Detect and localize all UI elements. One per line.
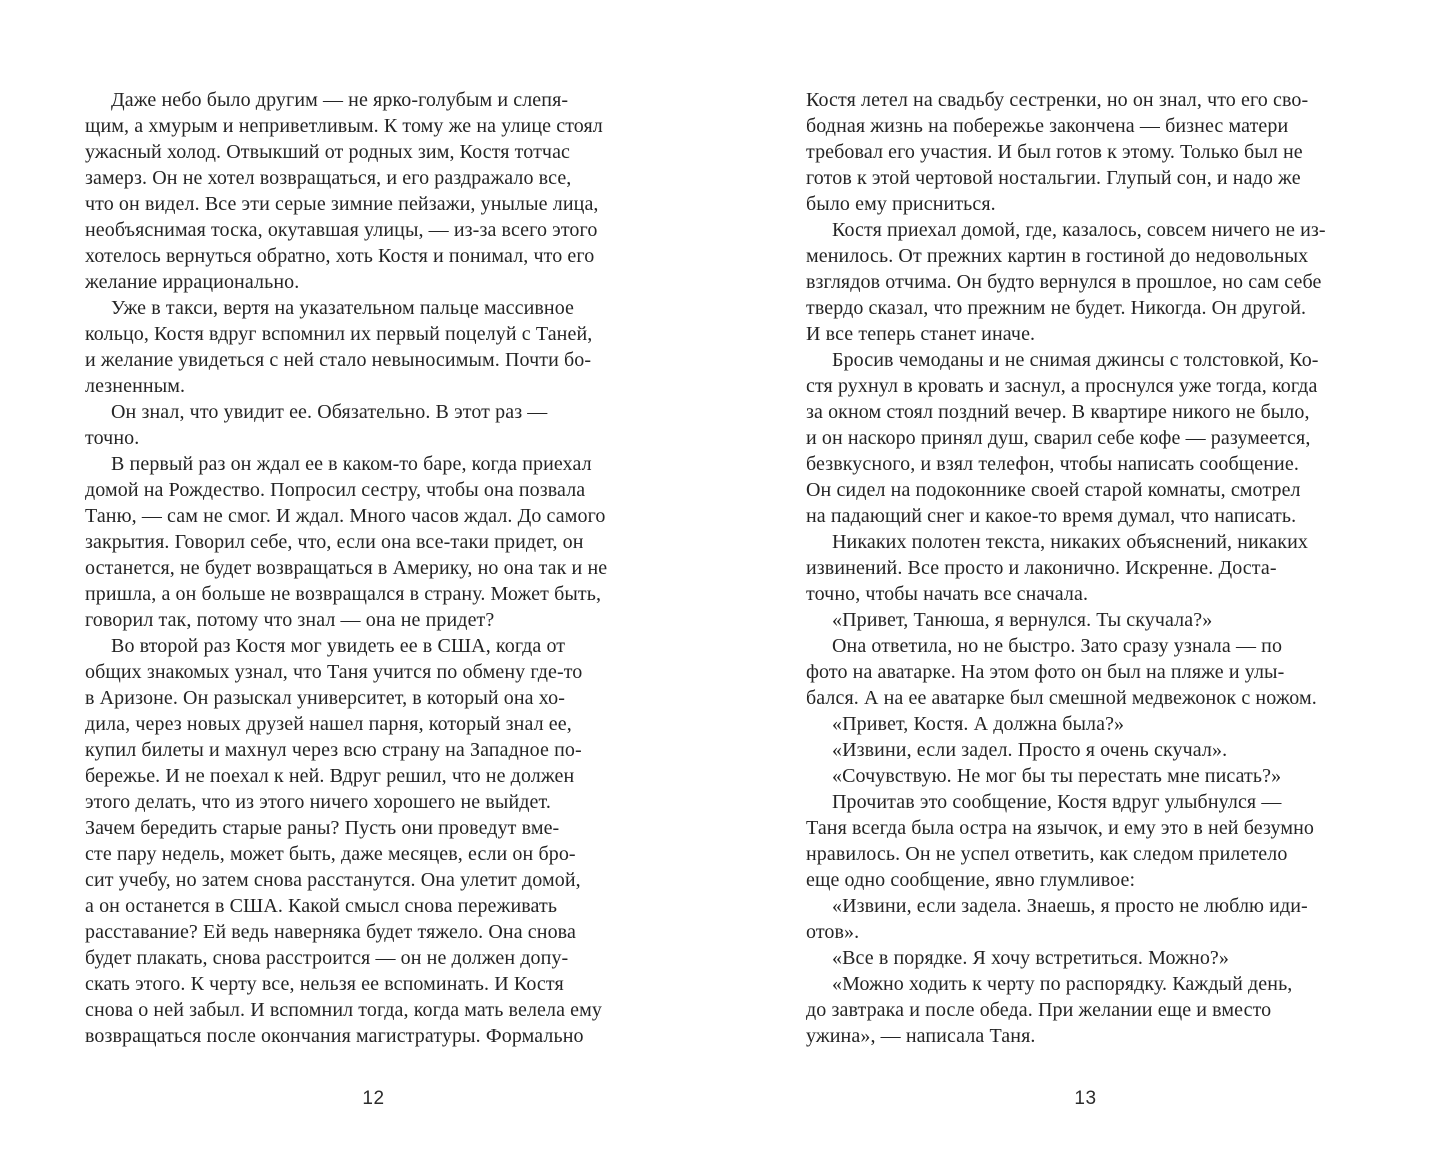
text-line: скать этого. К черту все, нельзя ее вспоминать. И Костя	[85, 973, 564, 995]
text-line: Она ответила, но не быстро. Зато сразу узнала — по	[832, 635, 1283, 657]
paragraph	[806, 711, 1365, 737]
text-line: Никаких полотен текста, никаких объяснений, никаких	[832, 531, 1309, 553]
text-line: общих знакомых узнал, что Таня учится по обмену где-то	[85, 661, 583, 683]
text-line: что он видел. Все эти серые зимние пейзажи, унылые лица,	[85, 193, 599, 215]
paragraph	[806, 789, 1365, 893]
paragraph	[806, 893, 1365, 945]
page-left-number: 12	[362, 1088, 385, 1109]
text-line: требовал его участия. И был готов к этому. Только был не	[806, 141, 1303, 163]
text-line: снова о ней забыл. И вспомнил тогда, когда мать велела ему	[85, 999, 602, 1021]
page-right-number: 13	[1074, 1088, 1097, 1109]
text-line: бережье. И не поехал к ней. Вдруг решил, что не должен	[85, 765, 575, 787]
page-left-text-block	[85, 87, 662, 1049]
text-line: нравилось. Он не успел ответить, как следом прилетело	[806, 843, 1288, 865]
text-line: купил билеты и махнул через всю страну на Западное по-	[85, 739, 582, 761]
paragraph	[85, 87, 662, 295]
paragraph	[806, 529, 1365, 607]
paragraph	[85, 399, 662, 451]
text-line: менилось. От прежних картин в гостиной до недовольных	[806, 245, 1309, 267]
text-line: безвкусного, и взял телефон, чтобы написать сообщение.	[806, 453, 1299, 475]
text-line: «Все в порядке. Я хочу встретиться. Можно?»	[832, 947, 1230, 969]
text-line: Костя приехал домой, где, казалось, совсем ничего не из-	[832, 219, 1326, 241]
text-line: «Привет, Костя. А должна была?»	[832, 713, 1125, 735]
text-line: было ему присниться.	[806, 193, 996, 215]
text-line: «Извини, если задел. Просто я очень скучал».	[832, 739, 1228, 761]
text-line: пришла, а он больше не возвращался в страну. Может быть,	[85, 583, 602, 605]
text-line: в Аризоне. Он разыскал университет, в который она хо-	[85, 687, 565, 709]
paragraph	[85, 451, 662, 633]
text-line: бодная жизнь на побережье закончена — бизнес матери	[806, 115, 1289, 137]
text-line: Даже небо было другим — не ярко-голубым и слепя-	[111, 89, 569, 111]
text-line: говорил так, потому что знал — она не придет?	[85, 609, 495, 631]
text-line: Бросив чемоданы и не снимая джинсы с толстовкой, Ко-	[832, 349, 1319, 371]
text-line: И все теперь станет иначе.	[806, 323, 1036, 345]
paragraph	[85, 633, 662, 1049]
text-line: «Можно ходить к черту по распорядку. Каждый день,	[832, 973, 1293, 995]
text-line: Таню, — сам не смог. И ждал. Много часов ждал. До самого	[85, 505, 606, 527]
page-right-text-block	[806, 87, 1365, 1049]
paragraph	[806, 737, 1365, 763]
paragraph	[806, 633, 1365, 711]
text-line: «Сочувствую. Не мог бы ты перестать мне писать?»	[832, 765, 1282, 787]
paragraph	[806, 607, 1365, 633]
text-line: будет плакать, снова расстроится — он не должен допу-	[85, 947, 569, 969]
text-line: желание иррационально.	[85, 271, 300, 293]
paragraph	[806, 945, 1365, 971]
text-line: и желание увидеться с ней стало невыносимым. Почти бо-	[85, 349, 592, 371]
text-line: закрытия. Говорил себе, что, если она все-таки придет, он	[85, 531, 584, 553]
text-line: «Привет, Танюша, я вернулся. Ты скучала?»	[832, 609, 1213, 631]
text-line: точно, чтобы начать все сначала.	[806, 583, 1089, 605]
page-left	[85, 0, 662, 1155]
paragraph	[806, 347, 1365, 529]
text-line: готов к этой чертовой ностальгии. Глупый сон, и надо же	[806, 167, 1301, 189]
text-line: ужасный холод. Отвыкший от родных зим, Костя тотчас	[85, 141, 571, 163]
text-line: за окном стоял поздний вечер. В квартире никого не было,	[806, 401, 1310, 423]
text-line: замерз. Он не хотел возвращаться, и его раздражало все,	[85, 167, 572, 189]
text-line: Таня всегда была остра на язычок, и ему это в ней безумно	[806, 817, 1315, 839]
text-line: Он знал, что увидит ее. Обязательно. В этот раз —	[111, 401, 548, 423]
text-line: Он сидел на подоконнике своей старой комнаты, смотрел	[806, 479, 1301, 501]
text-line: ужина», — написала Таня.	[806, 1025, 1036, 1047]
paragraph	[806, 971, 1365, 1049]
text-line: фото на аватарке. На этом фото он был на пляже и улы-	[806, 661, 1285, 683]
text-line: В первый раз он ждал ее в каком-то баре, когда приехал	[111, 453, 592, 475]
text-line: останется, не будет возвращаться в Америку, но она так и не	[85, 557, 608, 579]
paragraph	[85, 295, 662, 399]
text-line: извинений. Все просто и лаконично. Искренне. Доста-	[806, 557, 1277, 579]
text-line: Прочитав это сообщение, Костя вдруг улыбнулся —	[832, 791, 1282, 813]
text-line: сит учебу, но затем снова расстанутся. Она улетит домой,	[85, 869, 581, 891]
text-line: дила, через новых друзей нашел парня, который знал ее,	[85, 713, 572, 735]
text-line: домой на Рождество. Попросил сестру, чтобы она позвала	[85, 479, 586, 501]
text-line: щим, а хмурым и неприветливым. К тому же на улице стоял	[85, 115, 603, 137]
text-line: кольцо, Костя вдруг вспомнил их первый поцелуй с Таней,	[85, 323, 593, 345]
text-line: хотелось вернуться обратно, хоть Костя и понимал, что его	[85, 245, 595, 267]
text-line: «Извини, если задела. Знаешь, я просто не люблю иди-	[832, 895, 1308, 917]
text-line: расставание? Ей ведь наверняка будет тяжело. Она снова	[85, 921, 576, 943]
text-line: Во второй раз Костя мог увидеть ее в США, когда от	[111, 635, 566, 657]
text-line: еще одно сообщение, явно глумливое:	[806, 869, 1136, 891]
text-line: до завтрака и после обеда. При желании еще и вместо	[806, 999, 1272, 1021]
text-line: Костя летел на свадьбу сестренки, но он знал, что его сво-	[806, 89, 1309, 111]
text-line: отов».	[806, 921, 860, 943]
text-line: лезненным.	[85, 375, 186, 397]
text-line: Зачем бередить старые раны? Пусть они проведут вме-	[85, 817, 560, 839]
text-line: необъяснимая тоска, окутавшая улицы, — из-за всего этого	[85, 219, 598, 241]
text-line: стя рухнул в кровать и заснул, а проснулся уже тогда, когда	[806, 375, 1318, 397]
text-line: этого делать, что из этого ничего хорошего не выйдет.	[85, 791, 551, 813]
page-right	[806, 0, 1365, 1155]
text-line: и он наскоро принял душ, сварил себе кофе — разумеется,	[806, 427, 1311, 449]
text-line: сте пару недель, может быть, даже месяцев, если он бро-	[85, 843, 576, 865]
text-line: твердо сказал, что прежним не будет. Никогда. Он другой.	[806, 297, 1307, 319]
text-line: а он останется в США. Какой смысл снова переживать	[85, 895, 558, 917]
text-line: возвращаться после окончания магистратуры. Формально	[85, 1025, 584, 1047]
paragraph	[806, 217, 1365, 347]
paragraph	[806, 763, 1365, 789]
text-line: бался. А на ее аватарке был смешной медвежонок с ножом.	[806, 687, 1317, 709]
paragraph	[806, 87, 1365, 217]
text-line: Уже в такси, вертя на указательном пальце массивное	[111, 297, 575, 319]
text-line: на падающий снег и какое-то время думал, что написать.	[806, 505, 1297, 527]
text-line: точно.	[85, 427, 140, 449]
text-line: взглядов отчима. Он будто вернулся в прошлое, но сам себе	[806, 271, 1322, 293]
